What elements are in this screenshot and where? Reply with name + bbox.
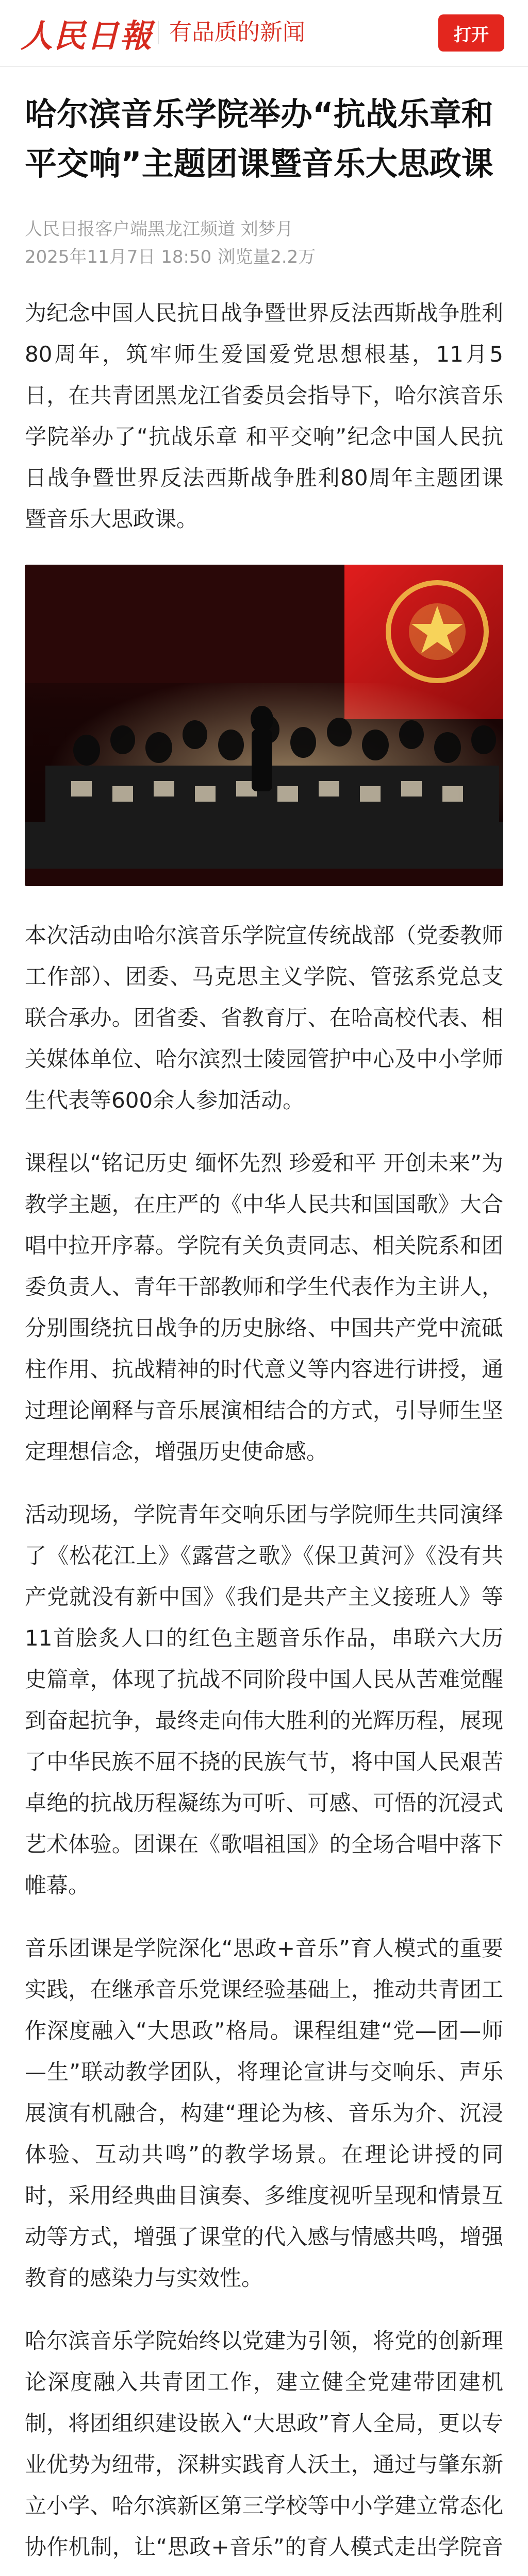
article-paragraph-5: 音乐团课是学院深化“思政+音乐”育人模式的重要实践，在继承音乐党课经验基础上，推动共青团工作深度融入“大思政”格局。课程组建“党—团—师—生”联动教学团队，将理论宣讲与交响乐、声乐展演有机融合，构建“理论为核、音乐为介、沉浸体验、互动共鸣”的教学场景。在理论讲授的同时，采用经典曲目演奏、多维度视听呈现和情景互动等方式，增强了课堂的代入感与情感共鸣，增强教育的感染力与实效性。: [25, 1936, 503, 2291]
app-header: [0, 0, 528, 67]
logo-text: 人民日報: [21, 16, 153, 55]
article-paragraph-3: 课程以“铭记历史 缅怀先烈 珍爱和平 开创未来”为教学主题，在庄严的《中华人民共和国国歌》大合唱中拉开序幕。学院有关负责同志、相关院系和团委负责人、青年干部教师和学生代表作为主讲人，分别围绕抗日战争的历史脉络、中国共产党中流砥柱作用、抗战精神的时代意义等内容进行讲授，通过理论阐释与音乐展演相结合的方式，引导师生坚定理想信念，增强历史使命感。: [25, 1150, 503, 1464]
article-views: 浏览量2.2万: [218, 247, 316, 267]
header-slogan: 有品质的新闻: [169, 19, 305, 45]
article-paragraph-4: 活动现场，学院青年交响乐团与学院师生共同演绎了《松花江上》《露营之歌》《保卫黄河》《没有共产党就没有新中国》《我们是共产主义接班人》等11首脍炙人口的红色主题音乐作品，串联六大历史篇章，体现了抗战不同阶段中国人民从苦难觉醒到奋起抗争，最终走向伟大胜利的光辉历程，展现了中华民族不屈不挠的民族气节，将中国人民艰苦卓绝的抗战历程凝练为可听、可感、可悟的沉浸式艺术体验。团课在《歌唱祖国》的全场合唱中落下帷幕。: [25, 1502, 503, 1898]
article-date: 2025年11月7日 18:50: [25, 247, 212, 267]
article-paragraph-1: 为纪念中国人民抗日战争暨世界反法西斯战争胜利80周年，筑牢师生爱国爱党思想根基，11月5日，在共青团黑龙江省委员会指导下，哈尔滨音乐学院举办了“抗战乐章 和平交响”纪念中国人民抗日战争暨世界反法西斯战争胜利80周年主题团课暨音乐大思政课。: [25, 300, 503, 532]
concert-photo[interactable]: [25, 565, 503, 886]
article-paragraph-6: 哈尔滨音乐学院始终以党建为引领，将党的创新理论深度融入共青团工作，建立健全党建带团建机制，将团组织建设嵌入“大思政”育人全局，更以专业优势为纽带，深耕实践育人沃土，通过与肇东新立小学、哈尔滨新区第三学校等中小学建立常态化协作机制，让“思政+音乐”的育人模式走出学院音: [25, 2328, 503, 2560]
article-body: [0, 90, 528, 2576]
open-app-button[interactable]: 打开: [438, 14, 504, 52]
article-meta: [25, 215, 503, 271]
article-paragraph-2: 本次活动由哈尔滨音乐学院宣传统战部（党委教师工作部）、团委、马克思主义学院、管弦系党总支联合承办。团省委、省教育厅、在哈高校代表、相关媒体单位、哈尔滨烈士陵园管护中心及中小学师生代表等600余人参加活动。: [25, 923, 503, 1113]
article-meta-line: [25, 243, 503, 271]
article-title: 哈尔滨音乐学院举办“抗战乐章和平交响”主题团课暨音乐大思政课: [25, 95, 493, 182]
people-daily-logo[interactable]: [21, 13, 153, 53]
article-source: 人民日报客户端黑龙江频道 刘梦月: [25, 219, 293, 240]
header-divider: [158, 21, 159, 44]
